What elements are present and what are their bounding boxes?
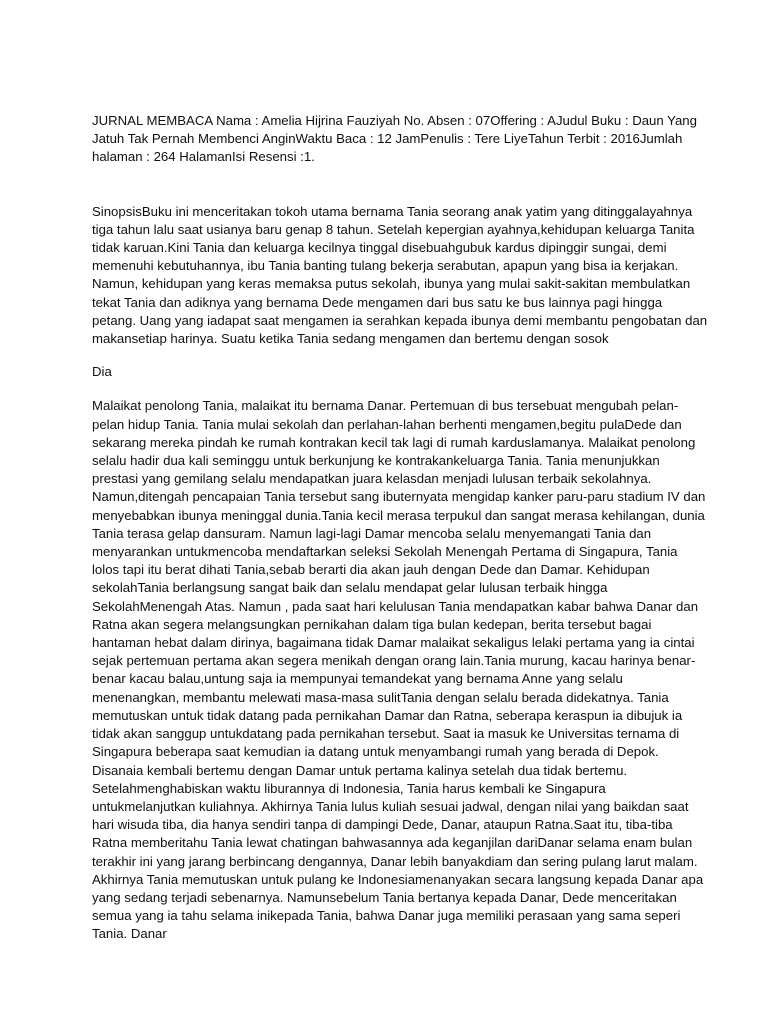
- body-paragraph: Malaikat penolong Tania, malaikat itu bernama Danar. Pertemuan di bus tersebuat mengubah pelan- pelan hidup Tania. Tania mulai sekolah dan perlahan-lahan berhenti mengamen,begitu pulaDede dan sekarang mereka pindah ke rumah kontrakan kecil tak lagi di rumah karduslamanya. Malaikat penolong selalu hadir dua kali seminggu untuk berkunjung ke kontrakankeluarga Tania. Tania menunjukkan prestasi yang gemilang selalu mendapatkan juara kelasdan menjadi lulusan terbaik sekolahnya. Namun,ditengah pencapaian Tania tersebut sang ibuternyata mengidap kanker paru-paru stadium IV dan menyebabkan ibunya meninggal dunia.Tania kecil merasa terpukul dan sangat merasa kehilangan, dunia Tania terasa gelap dansuram. Namun lagi-lagi Damar mencoba selalu menyemangati Tania dan menyarankan untukmencoba mendaftarkan seleksi Sekolah Menengah Pertama di Singapura, Tania lolos tapi itu berat dihati Tania,sebab berarti dia akan jauh dengan Dede dan Damar. Kehidupan sekolahTania berlangsung sangat baik dan selalu mendapat gelar lulusan terbaik hingga SekolahMenengah Atas. Namun , pada saat hari kelulusan Tania mendapatkan kabar bahwa Danar dan Ratna akan segera melangsungkan pernikahan dalam tiga bulan kedepan, berita tersebut bagai hantaman hebat dalam dirinya, bagaimana tidak Damar malaikat sekaligus lelaki pertama yang ia cintai sejak pertemuan pertama akan segera menikah dengan orang lain.Tania murung, kacau harinya benar-benar kacau balau,untung saja ia mempunyai temandekat yang bernama Anne yang selalu menenangkan, membantu melewati masa-masa sulitTania dengan selalu berada didekatnya. Tania memutuskan untuk tidak datang pada pernikahan Damar dan Ratna, seberapa keraspun ia dibujuk ia tidak akan sanggup untukdatang pada pernikahan tersebut. Saat ia masuk ke Universitas ternama di Singapura beberapa saat kemudian ia datang untuk menyambangi rumah yang berada di Depok. Disanaia kembali bertemu dengan Damar untuk pertama kalinya setelah dua tidak bertemu. Setelahmenghabiskan waktu liburannya di Indonesia, Tania harus kembali ke Singapura untukmelanjutkan kuliahnya. Akhirnya Tania lulus kuliah sesuai jadwal, dengan nilai yang baikdan saat hari wisuda tiba, dia hanya sendiri tanpa di dampingi Dede, Danar, ataupun Ratna.Saat itu, tiba-tiba Ratna memberitahu Tania lewat chatingan bahwasannya ada keganjilan dariDanar selama enam bulan terakhir ini yang jarang berbincang dengannya, Danar lebih banyakdiam dan sering pulang larut malam. Akhirnya Tania memutuskan untuk pulang ke Indonesiamenanyakan secara langsung kepada Danar apa yang sedang terjadi sebenarnya. Namunsebelum Tania bertanya kepada Danar, Dede menceritakan semua yang ia tahu selama inikepada Tania, bahwa Danar juga memiliki perasaan yang sama seperi Tania. Danar: [92, 398, 706, 942]
- dia-line: Dia: [92, 364, 112, 380]
- synopsis-paragraph: SinopsisBuku ini menceritakan tokoh utama bernama Tania seorang anak yatim yang ditinggalayahnya tiga tahun lalu saat usianya baru genap 8 tahun. Setelah kepergian ayahnya,kehidupan keluarga Tanita tidak karuan.Kini Tania dan keluarga kecilnya tinggal disebuahgubuk kardus dipinggir sungai, demi memenuhi kebutuhannya, ibu Tania banting tulang bekerja serabutan, apapun yang bisa ia kerjakan. Namun, kehidupan yang keras memaksa putus sekolah, ibunya yang mulai sakit-sakitan membulatkan tekat Tania dan adiknya yang bernama Dede mengamen dari bus satu ke bus lainnya pagi hingga petang. Uang yang iadapat saat mengamen ia serahkan kepada ibunya demi membantu pengobatan dan makansetiap harinya. Suatu ketika Tania sedang mengamen dan bertemu dengan sosok: [92, 203, 708, 347]
- journal-header: JURNAL MEMBACA Nama : Amelia Hijrina Fauziyah No. Absen : 07Offering : AJudul Buku : Daun Yang Jatuh Tak Pernah Membenci AnginWaktu Baca : 12 JamPenulis : Tere LiyeTahun Terbit : 2016Jumlah halaman : 264 HalamanIsi Resensi :1.: [92, 113, 697, 165]
